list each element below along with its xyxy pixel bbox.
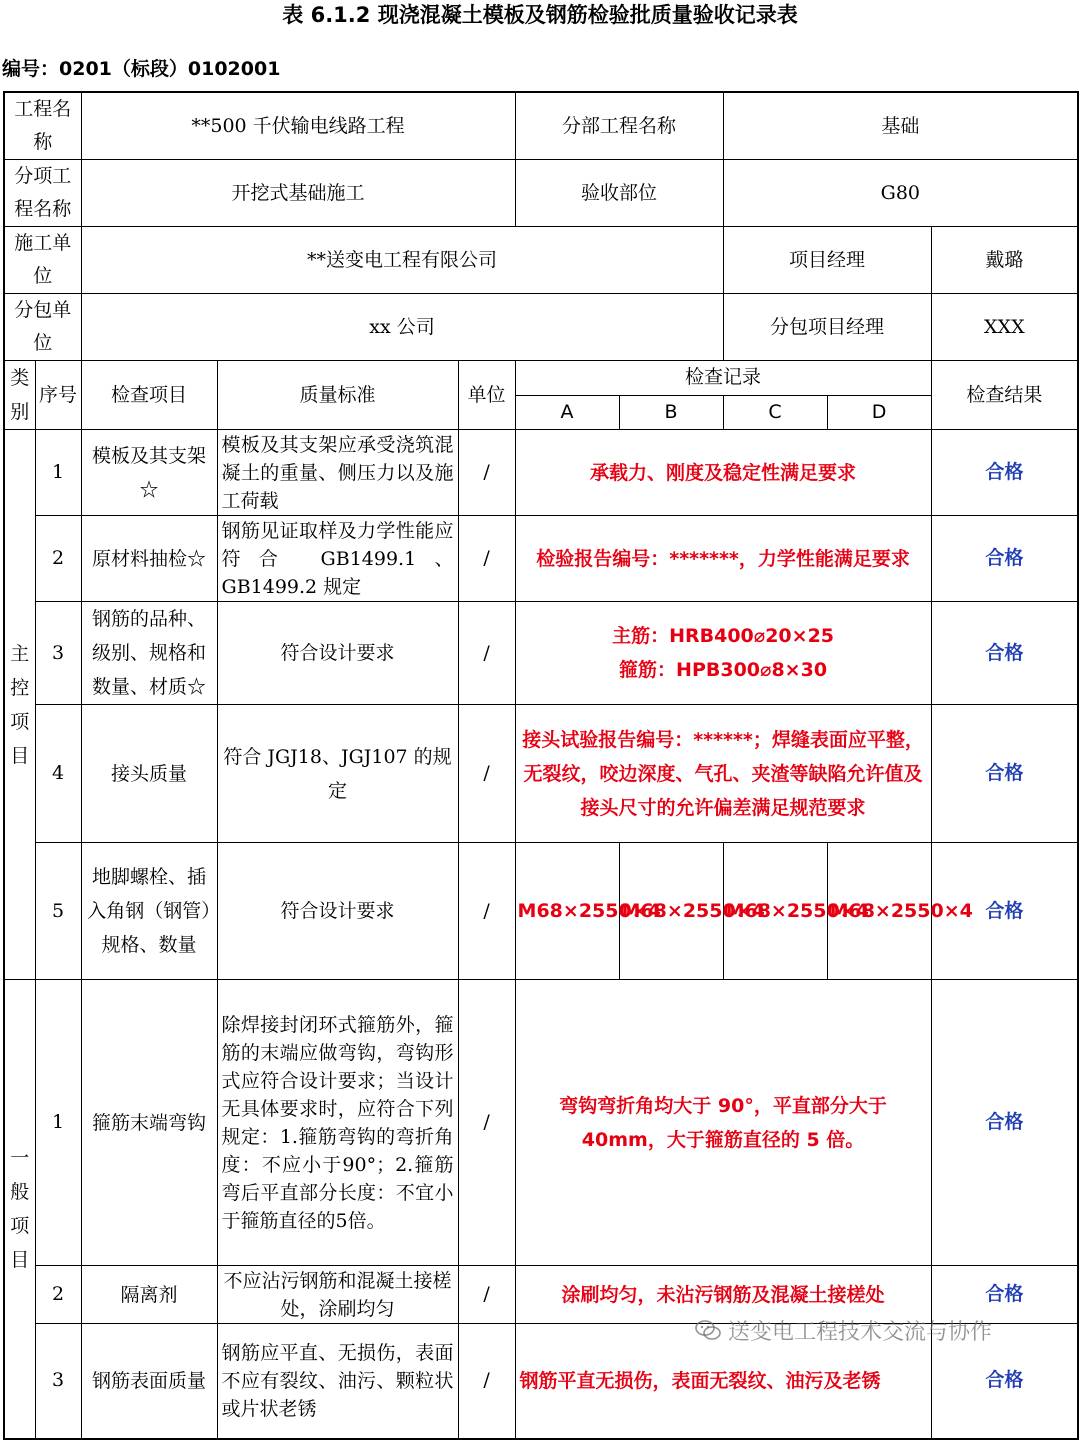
- table-row: [4, 705, 1078, 843]
- result-cell: 合格: [931, 843, 1078, 980]
- result-cell: 合格: [931, 980, 1078, 1266]
- record-cell: 钢筋平直无损伤，表面无裂纹、油污及老锈: [515, 1324, 931, 1439]
- item-cell: 钢筋的品种、级别、规格和数量、材质☆: [81, 602, 217, 705]
- acceptance-part-value: G80: [723, 160, 1078, 227]
- seq-cell: 3: [35, 1324, 81, 1439]
- col-standard: 质量标准: [217, 361, 458, 430]
- item-cell: 钢筋表面质量: [81, 1324, 217, 1439]
- result-cell: 合格: [931, 1324, 1078, 1439]
- project-name-label: 工程名称: [4, 92, 81, 160]
- column-header-row-1: [4, 361, 1078, 396]
- header-row-2: [4, 160, 1078, 227]
- header-row-3: [4, 227, 1078, 294]
- standard-cell: 钢筋应平直、无损伤，表面不应有裂纹、油污、颗粒状或片状老锈: [217, 1324, 458, 1439]
- col-record: 检查记录: [515, 361, 931, 396]
- item-cell: 地脚螺栓、插入角钢（钢管）规格、数量: [81, 843, 217, 980]
- record-cell: 弯钩弯折角均大于 90°，平直部分大于 40mm，大于箍筋直径的 5 倍。: [515, 980, 931, 1266]
- col-record-b: B: [619, 395, 723, 430]
- table-row: [4, 980, 1078, 1266]
- acceptance-part-label: 验收部位: [515, 160, 723, 227]
- record-c-cell: M68×2550×4: [723, 843, 827, 980]
- item-project-label: 分项工程名称: [4, 160, 81, 227]
- unit-cell: /: [458, 1266, 515, 1324]
- seq-cell: 4: [35, 705, 81, 843]
- standard-cell: 不应沾污钢筋和混凝土接槎处，涂刷均匀: [217, 1266, 458, 1324]
- subproject-value: 基础: [723, 92, 1078, 160]
- unit-cell: /: [458, 843, 515, 980]
- subcontractor-value: xx 公司: [81, 294, 723, 361]
- subproject-label: 分部工程名称: [515, 92, 723, 160]
- watermark: [694, 1313, 992, 1347]
- document-code: 编号：0201（标段）0102001: [2, 58, 281, 80]
- pm-value: 戴璐: [931, 227, 1078, 294]
- item-cell: 箍筋末端弯钩: [81, 980, 217, 1266]
- unit-cell: /: [458, 516, 515, 602]
- seq-cell: 3: [35, 602, 81, 705]
- unit-cell: /: [458, 430, 515, 516]
- watermark-text: 送变电工程技术交流与协作: [728, 1319, 993, 1345]
- unit-cell: /: [458, 1324, 515, 1439]
- col-result: 检查结果: [931, 361, 1078, 430]
- record-a-cell: M68×2550×4: [515, 843, 619, 980]
- contractor-label: 施工单位: [4, 227, 81, 294]
- seq-cell: 5: [35, 843, 81, 980]
- unit-cell: /: [458, 980, 515, 1266]
- project-name-value: **500 千伏输电线路工程: [81, 92, 515, 160]
- result-cell: 合格: [931, 1266, 1078, 1324]
- record-cell: 承载力、刚度及稳定性满足要求: [515, 430, 931, 516]
- wechat-icon: [694, 1319, 722, 1341]
- table-row: [4, 430, 1078, 516]
- item-cell: 模板及其支架☆: [81, 430, 217, 516]
- unit-cell: /: [458, 602, 515, 705]
- contractor-value: **送变电工程有限公司: [81, 227, 723, 294]
- unit-cell: /: [458, 705, 515, 843]
- record-cell: 涂刷均匀，未沾污钢筋及混凝土接槎处: [515, 1266, 931, 1324]
- header-row-4: [4, 294, 1078, 361]
- record-cell: [515, 602, 931, 705]
- standard-cell: 符合设计要求: [217, 602, 458, 705]
- general-category-cell: 一般项目: [4, 980, 35, 1439]
- item-cell: 原材料抽检☆: [81, 516, 217, 602]
- standard-cell: 钢筋见证取样及力学性能应符合 GB1499.1、GB1499.2 规定: [217, 516, 458, 602]
- header-row-1: [4, 92, 1078, 160]
- result-cell: 合格: [931, 516, 1078, 602]
- standard-cell: 除焊接封闭环式箍筋外，箍筋的末端应做弯钩，弯钩形式应符合设计要求；当设计无具体要求时，应符合下列规定：1.箍筋弯钩的弯折角度：不应小于90°；2.箍筋弯后平直部分长度：不宜小于箍筋直径的5倍。: [217, 980, 458, 1266]
- result-cell: 合格: [931, 602, 1078, 705]
- document-title: 表 6.1.2 现浇混凝土模板及钢筋检验批质量验收记录表: [282, 3, 798, 27]
- record-cell: 检验报告编号：*******，力学性能满足要求: [515, 516, 931, 602]
- record-cell: 接头试验报告编号：******；焊缝表面应平整，无裂纹，咬边深度、气孔、夹渣等缺陷允许值及接头尺寸的允许偏差满足规范要求: [515, 705, 931, 843]
- record-line: 箍筋：HPB300⌀8×30: [619, 659, 828, 681]
- record-line: 主筋：HRB400⌀20×25: [612, 625, 835, 647]
- sub-pm-label: 分包项目经理: [723, 294, 931, 361]
- item-cell: 隔离剂: [81, 1266, 217, 1324]
- subcontractor-label: 分包单位: [4, 294, 81, 361]
- pm-label: 项目经理: [723, 227, 931, 294]
- result-cell: 合格: [931, 705, 1078, 843]
- standard-cell: 符合设计要求: [217, 843, 458, 980]
- item-project-value: 开挖式基础施工: [81, 160, 515, 227]
- standard-cell: 模板及其支架应承受浇筑混凝土的重量、侧压力以及施工荷载: [217, 430, 458, 516]
- col-category: 类别: [4, 361, 35, 430]
- record-d-cell: M68×2550×4: [827, 843, 931, 980]
- standard-cell: 符合 JGJ18、JGJ107 的规定: [217, 705, 458, 843]
- seq-cell: 1: [35, 430, 81, 516]
- inspection-record-table: [3, 91, 1079, 1440]
- table-row: [4, 843, 1078, 980]
- col-item: 检查项目: [81, 361, 217, 430]
- item-cell: 接头质量: [81, 705, 217, 843]
- seq-cell: 1: [35, 980, 81, 1266]
- col-record-a: A: [515, 395, 619, 430]
- result-cell: 合格: [931, 430, 1078, 516]
- seq-cell: 2: [35, 1266, 81, 1324]
- main-category-cell: 主控项目: [4, 430, 35, 980]
- sub-pm-value: XXX: [931, 294, 1078, 361]
- col-unit: 单位: [458, 361, 515, 430]
- record-b-cell: M68×2550×4: [619, 843, 723, 980]
- col-seq: 序号: [35, 361, 81, 430]
- seq-cell: 2: [35, 516, 81, 602]
- table-row: [4, 516, 1078, 602]
- col-record-d: D: [827, 395, 931, 430]
- table-row: [4, 602, 1078, 705]
- col-record-c: C: [723, 395, 827, 430]
